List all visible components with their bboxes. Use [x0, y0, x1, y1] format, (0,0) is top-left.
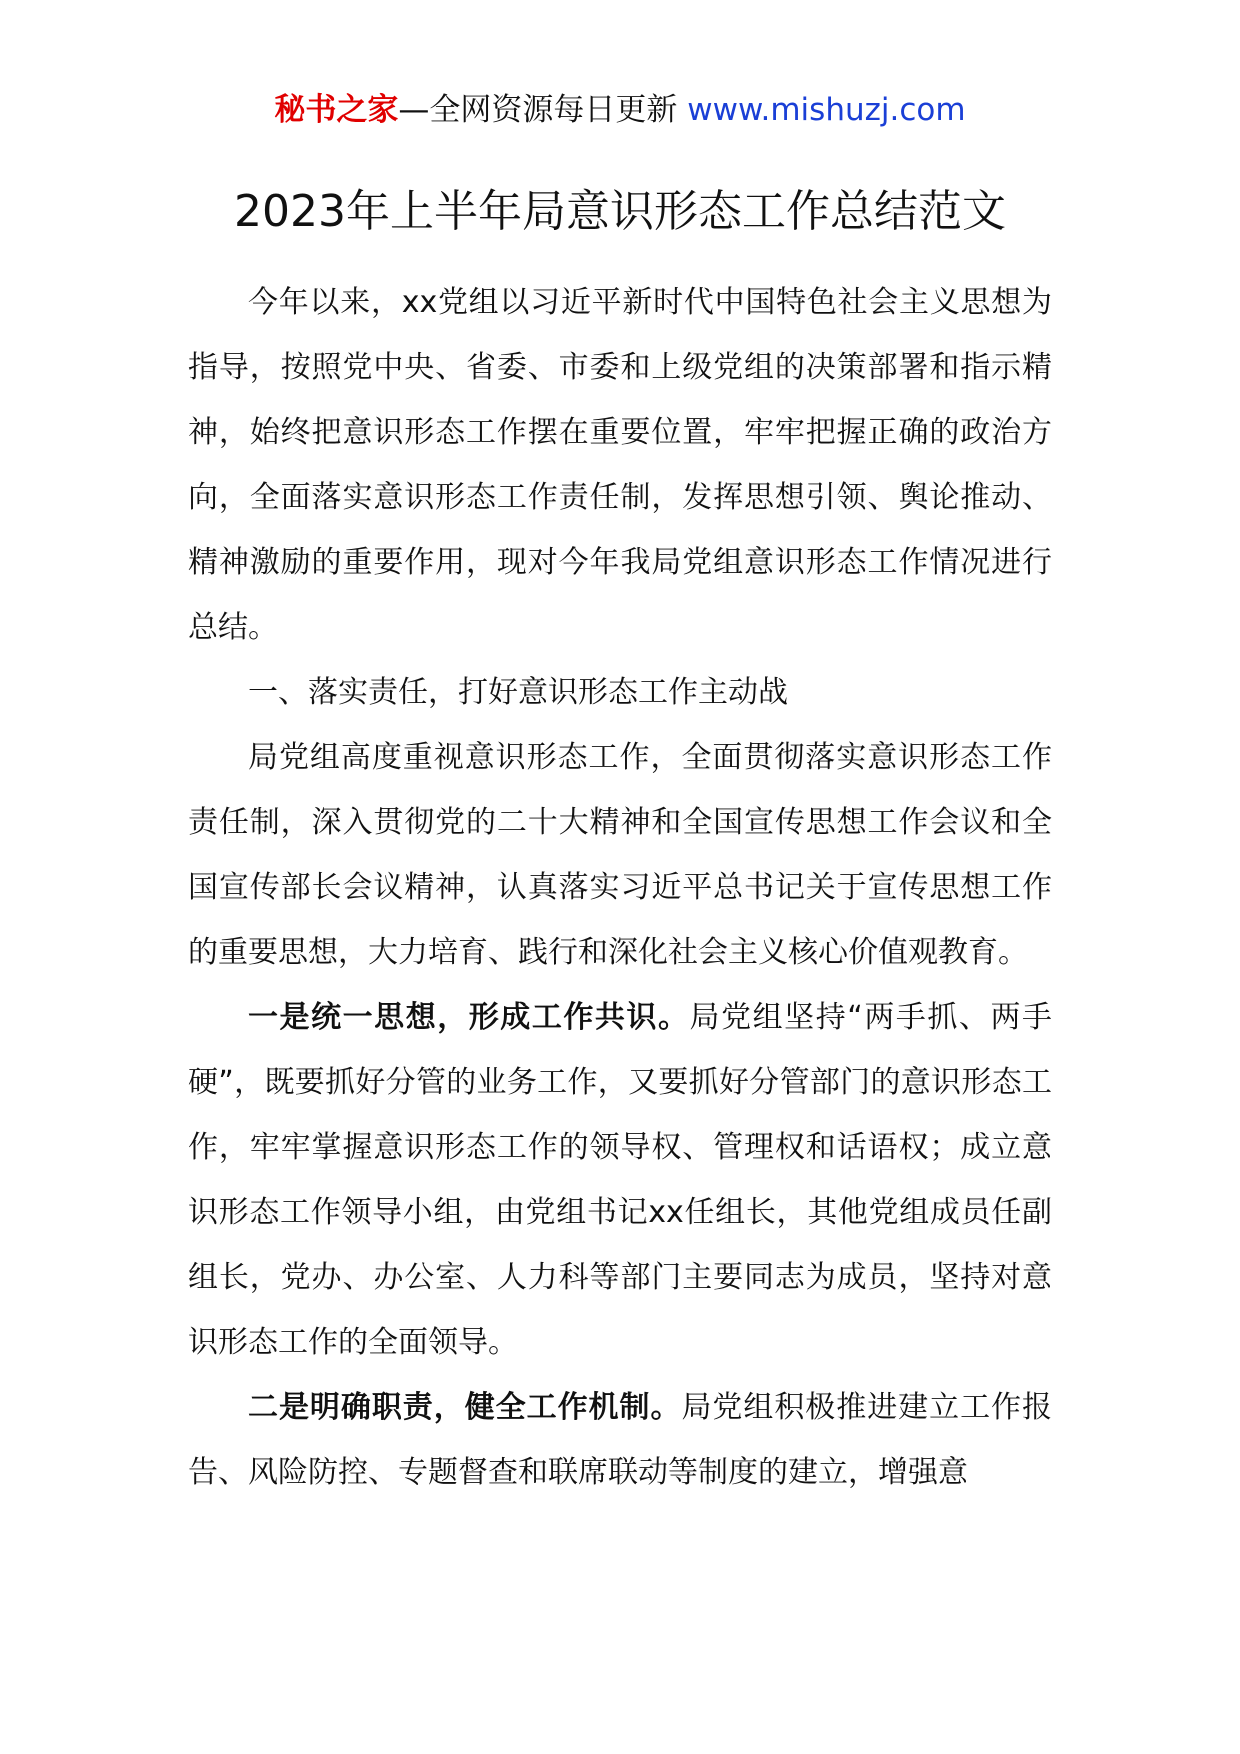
point-one-text: 局党组坚持“两手抓、两手硬”，既要抓好分管的业务工作，又要抓好分管部门的意识形态工作，牢牢掌握意识形态工作的领导权、管理权和话语权；成立意识形态工作领导小组，由党组书记xx任组长，其他党组成员任副组长，党办、办公室、人力科等部门主要同志为成员，坚持对意识形态工作的全面领导。: [188, 1000, 1053, 1360]
point-one-lead: 一是统一思想，形成工作共识。: [248, 1000, 690, 1035]
point-two-text: 局党组积极推进建立工作报告、风险防控、专题督查和联席联动等制度的建立，增强意: [188, 1390, 1053, 1490]
document-title: 2023年上半年局意识形态工作总结范文: [234, 186, 1006, 237]
point-two-paragraph: [188, 1375, 1052, 1505]
point-two-lead: 二是明确职责，健全工作机制。: [248, 1390, 682, 1425]
section-heading: 一、落实责任，打好意识形态工作主动战: [248, 675, 788, 710]
site-header: [0, 88, 1240, 132]
header-tagline: —全网资源每日更新: [398, 92, 678, 128]
document-body: [188, 270, 1052, 1505]
point-one-paragraph: [188, 985, 1052, 1375]
site-url-link[interactable]: www.mishuzj.com: [687, 92, 966, 128]
intro-paragraph: 今年以来，xx党组以习近平新时代中国特色社会主义思想为指导，按照党中央、省委、市委和上级党组的决策部署和指示精神，始终把意识形态工作摆在重要位置，牢牢把握正确的政治方向，全面落实意识形态工作责任制，发挥思想引领、舆论推动、精神激励的重要作用，现对今年我局党组意识形态工作情况进行总结。: [188, 285, 1052, 645]
section-paragraph: 局党组高度重视意识形态工作，全面贯彻落实意识形态工作责任制，深入贯彻党的二十大精神和全国宣传思想工作会议和全国宣传部长会议精神，认真落实习近平总书记关于宣传思想工作的重要思想，大力培育、践行和深化社会主义核心价值观教育。: [188, 740, 1052, 970]
brand-name: 秘书之家: [274, 92, 399, 128]
